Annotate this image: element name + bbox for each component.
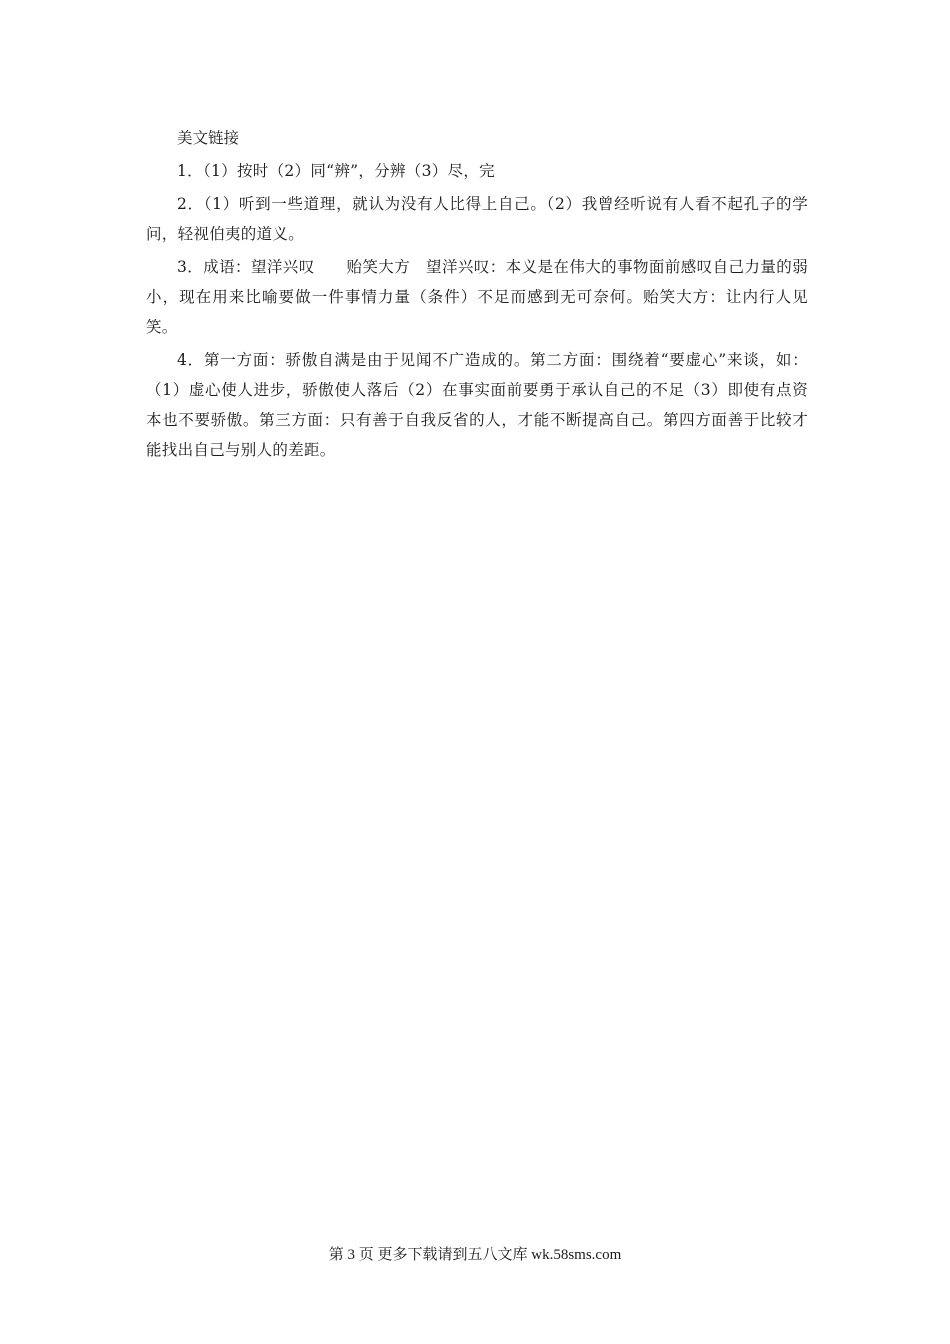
answer-item-4: 4．第一方面：骄傲自满是由于见闻不广造成的。第二方面：围绕着“要虚心”来谈，如：（1）虚心使人进步，骄傲使人落后（2）在事实面前要勇于承认自己的不足（3）即使有点资本也不要骄傲。第三方面：只有善于自我反省的人，才能不断提高自己。第四方面善于比较才能找出自己与别人的差距。 [146,351,808,459]
section-title: 美文链接 [177,129,240,147]
answer-item-1: 1．（1）按时（2）同“辨”，分辨（3）尽，完 [177,162,495,180]
answer-item-2: 2．（1）听到一些道理，就认为没有人比得上自己。（2）我曾经听说有人看不起孔子的学问，轻视伯夷的道义。 [146,195,808,243]
answer-content [146,123,808,468]
page-footer: 第 3 页 更多下载请到五八文库 wk.58sms.com [328,1247,622,1263]
answer-item-3: 3．成语：望洋兴叹 贻笑大方 望洋兴叹：本义是在伟大的事物面前感叹自己力量的弱小，现在用来比喻要做一件事情力量（条件）不足而感到无可奈何。贻笑大方：让内行人见笑。 [146,258,808,336]
